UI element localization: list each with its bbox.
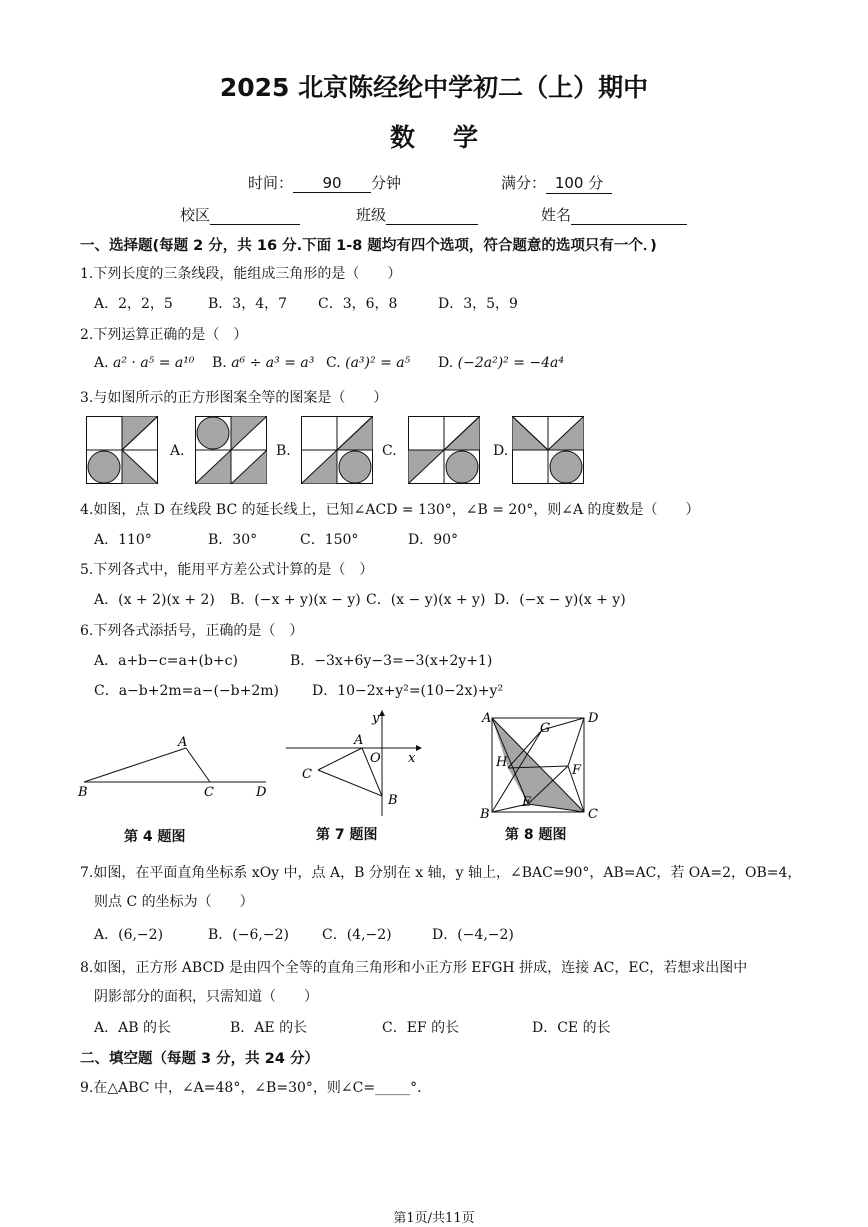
q2-option-a: A. a² · a⁵ = a¹⁰ [94, 355, 195, 371]
q1-stem: 1.下列长度的三条线段，能组成三角形的是（ ） [80, 266, 402, 282]
fig4-label-b: B [78, 785, 88, 800]
q7-option-a: A．(6,−2) [94, 927, 164, 943]
q3-original-pattern [86, 416, 158, 484]
fig4-caption: 第 4 题图 [124, 829, 186, 845]
q3-option-a-label: A. [170, 443, 185, 459]
q3-option-d-label: D. [493, 443, 509, 459]
q1-option-a: A．2，2，5 [94, 296, 173, 312]
fig8-label-c: C [588, 807, 598, 822]
q1-option-d: D．3，5，9 [438, 296, 518, 312]
q2-expr-a: a² · a⁵ = a¹⁰ [113, 355, 195, 371]
q8-stem-line2: 阴影部分的面积，只需知道（ ） [94, 989, 318, 1005]
q4-stem: 4.如图，点 D 在线段 BC 的延长线上，已知∠ACD = 130°，∠B = 20°，则∠A 的度数是（ ） [80, 502, 700, 518]
fig7-label-o: O [370, 751, 381, 766]
fig7-caption: 第 7 题图 [316, 827, 378, 843]
q5-option-b: B．(−x + y)(x − y) [230, 592, 361, 608]
class-field [356, 204, 478, 225]
q5-option-d: D．(−x − y)(x + y) [494, 592, 626, 608]
q2-stem: 2.下列运算正确的是（ ） [80, 327, 248, 343]
section1-heading: 一、选择题(每题 2 分，共 16 分.下面 1-8 题均有四个选项，符合题意的选项只有一个．) [80, 238, 657, 254]
q4-option-d: D．90° [408, 532, 459, 548]
fig4-label-a: A [178, 735, 188, 750]
q7-stem-line1: 7.如图，在平面直角坐标系 xOy 中，点 A，B 分别在 x 轴，y 轴上，∠BAC=90°，AB=AC，若 OA=2，OB=4， [80, 865, 802, 881]
time-value: 90 [293, 174, 371, 193]
time-unit: 分钟 [371, 174, 402, 192]
fig7-label-c: C [302, 767, 312, 782]
fig8-caption: 第 8 题图 [505, 827, 567, 843]
name-field [541, 204, 687, 225]
name-label: 姓名 [541, 206, 572, 224]
q2-option-b: B. a⁶ ÷ a³ = a³ [212, 355, 315, 371]
q3-option-b-pattern [301, 416, 373, 484]
q1-option-b: B．3，4，7 [208, 296, 288, 312]
q5-option-a: A．(x + 2)(x + 2) [94, 592, 215, 608]
figure-4 [76, 728, 276, 802]
q3-option-a-pattern [195, 416, 267, 484]
figure-8 [478, 708, 604, 822]
page-number: 第1页/共11页 [393, 1211, 475, 1226]
q4-option-b: B．30° [208, 532, 258, 548]
campus-field [180, 204, 300, 225]
q7-option-d: D．(−4,−2) [432, 927, 514, 943]
fig7-label-b: B [388, 793, 398, 808]
q8-stem-line1: 8.如图，正方形 ABCD 是由四个全等的直角三角形和小正方形 EFGH 拼成，连接 AC，EC，若想求出图中 [80, 960, 748, 976]
fig4-label-c: C [204, 785, 214, 800]
subject-title: 数学 [389, 123, 516, 152]
score-label: 满分： [501, 174, 547, 192]
q6-option-d: D．10−2x+y²=(10−2x)+y² [312, 683, 504, 699]
class-label: 班级 [356, 206, 387, 224]
q3-stem: 3.与如图所示的正方形图案全等的图案是（ ） [80, 390, 388, 406]
q1-option-c: C．3，6，8 [318, 296, 398, 312]
q5-stem: 5.下列各式中，能用平方差公式计算的是（ ） [80, 562, 374, 578]
q2-option-d: D. (−2a²)² = −4a⁴ [438, 355, 565, 371]
q3-option-c-label: C. [382, 443, 397, 459]
fig8-label-f: F [572, 763, 582, 778]
time-label: 时间： [248, 174, 294, 192]
time-info [248, 172, 401, 193]
score-value: 100 分 [546, 172, 612, 194]
figure-7 [284, 708, 424, 818]
q8-option-c: C．EF 的长 [382, 1020, 460, 1036]
q2-option-c: C. (a³)² = a⁵ [326, 355, 411, 371]
q7-stem-line2: 则点 C 的坐标为（ ） [94, 894, 254, 910]
fig8-label-g: G [540, 721, 551, 736]
q8-option-d: D．CE 的长 [532, 1020, 611, 1036]
q3-option-d-pattern [512, 416, 584, 484]
score-info [501, 172, 612, 194]
campus-label: 校区 [180, 206, 211, 224]
q6-option-c: C．a−b+2m=a−(−b+2m) [94, 683, 280, 699]
q6-stem: 6.下列各式添括号，正确的是（ ） [80, 623, 304, 639]
q8-option-b: B．AE 的长 [230, 1020, 308, 1036]
q4-option-c: C．150° [300, 532, 359, 548]
fig8-label-h: H [496, 755, 508, 770]
fig7-label-x: x [408, 751, 416, 766]
exam-title: 2025 北京陈经纶中学初二（上）期中 [219, 73, 649, 102]
section2-heading: 二、填空题（每题 3 分，共 24 分） [80, 1051, 319, 1067]
q6-option-a: A．a+b−c=a+(b+c) [94, 653, 238, 669]
q9-stem: 9.在△ABC 中，∠A=48°，∠B=30°，则∠C=_____°． [80, 1080, 432, 1096]
fig8-label-a: A [482, 711, 492, 726]
q8-option-a: A．AB 的长 [94, 1020, 171, 1036]
fig8-label-d: D [588, 711, 599, 726]
q7-option-b: B．(−6,−2) [208, 927, 289, 943]
fig8-label-e: E [522, 795, 532, 810]
q2-expr-b: a⁶ ÷ a³ = a³ [231, 355, 315, 371]
q2-expr-c: (a³)² = a⁵ [345, 355, 411, 371]
q3-option-b-label: B. [276, 443, 291, 459]
fig4-label-d: D [256, 785, 267, 800]
q4-option-a: A．110° [94, 532, 152, 548]
fig7-label-a: A [354, 733, 364, 748]
q5-option-c: C．(x − y)(x + y) [366, 592, 486, 608]
fig8-label-b: B [480, 807, 490, 822]
fig7-label-y: y [372, 711, 380, 726]
q7-option-c: C．(4,−2) [322, 927, 392, 943]
q2-expr-d: (−2a²)² = −4a⁴ [457, 355, 565, 371]
q3-option-c-pattern [408, 416, 480, 484]
q6-option-b: B．−3x+6y−3=−3(x+2y+1) [290, 653, 493, 669]
